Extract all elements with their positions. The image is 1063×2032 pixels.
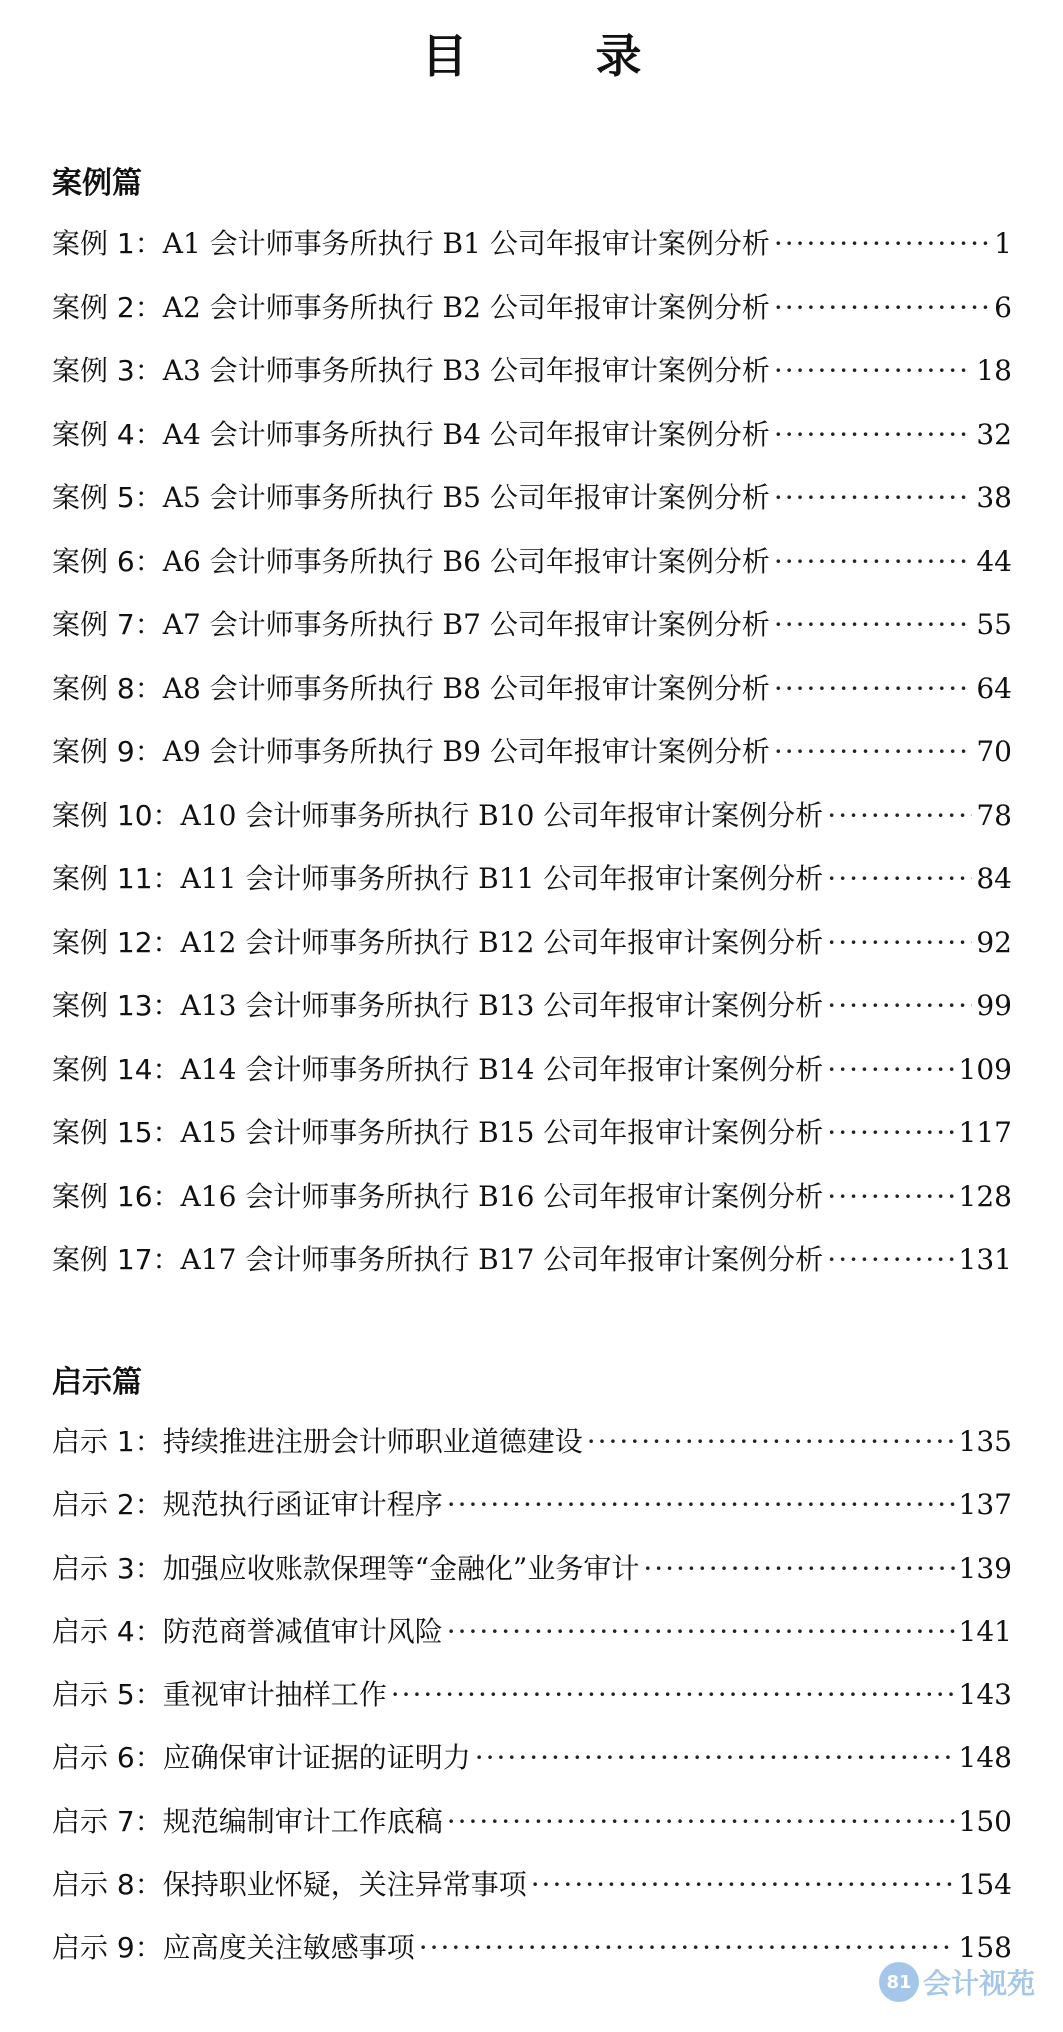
toc-entry-title: 应高度关注敏感事项	[162, 1931, 415, 1965]
watermark-logo	[879, 1962, 1035, 2002]
toc-entry-page: 18	[976, 354, 1012, 387]
toc-entry[interactable]	[52, 1926, 1012, 1989]
toc-entry-page: 117	[958, 1116, 1012, 1149]
toc-entry-title: 防范商誉减值审计风险	[162, 1614, 443, 1648]
toc-entry-page: 84	[976, 862, 1012, 895]
toc-entry-label: 案例 6：	[52, 544, 163, 578]
toc-entry-title: 加强应收账款保理等“金融化”业务审计	[162, 1551, 640, 1585]
toc-entry-title: A3 会计师事务所执行 B3 公司年报审计案例分析	[162, 354, 770, 387]
toc-entry-page: 64	[976, 671, 1012, 705]
toc-entry[interactable]	[52, 921, 1012, 985]
toc-entry[interactable]	[52, 1547, 1012, 1610]
toc-entry-page: 139	[958, 1551, 1012, 1585]
toc-list-insights	[52, 1420, 1012, 1990]
toc-entry-page: 38	[976, 481, 1012, 514]
toc-entry[interactable]	[52, 603, 1012, 667]
toc-entry-title: A14 会计师事务所执行 B14 公司年报审计案例分析	[180, 1052, 824, 1086]
toc-entry-page: 99	[976, 989, 1012, 1022]
toc-entry[interactable]	[52, 1175, 1012, 1239]
toc-entry-page: 44	[976, 544, 1012, 578]
toc-entry-label: 案例 15：	[52, 1116, 181, 1149]
toc-entry-title: A2 会计师事务所执行 B2 公司年报审计案例分析	[162, 290, 770, 324]
leader-dots	[827, 1116, 954, 1149]
toc-entry[interactable]	[52, 667, 1012, 731]
toc-entry-label: 案例 8：	[52, 671, 163, 705]
toc-entry-title: A1 会计师事务所执行 B1 公司年报审计案例分析	[162, 227, 770, 260]
toc-entry-page: 109	[958, 1052, 1012, 1086]
toc-entry-label: 案例 3：	[52, 354, 163, 387]
toc-entry[interactable]	[52, 1736, 1012, 1799]
leader-dots	[827, 799, 972, 832]
toc-entry-label: 案例 7：	[52, 608, 163, 641]
leader-dots	[587, 1425, 955, 1458]
leader-dots	[774, 418, 973, 451]
toc-entry-page: 150	[958, 1804, 1012, 1838]
toc-list-cases	[52, 222, 1012, 1302]
toc-entry[interactable]	[52, 286, 1012, 350]
toc-entry-page: 158	[958, 1931, 1012, 1965]
leader-dots	[827, 1180, 954, 1213]
toc-entry-page: 128	[958, 1179, 1012, 1213]
toc-entry-label: 案例 11：	[52, 862, 181, 895]
toc-entry[interactable]	[52, 984, 1012, 1048]
toc-entry-page: 1	[994, 227, 1012, 260]
toc-entry[interactable]	[52, 857, 1012, 921]
toc-entry-label: 案例 4：	[52, 417, 163, 451]
leader-dots	[531, 1868, 955, 1901]
toc-entry-page: 55	[976, 608, 1012, 641]
leader-dots	[774, 227, 990, 260]
toc-entry[interactable]	[52, 1048, 1012, 1112]
toc-entry[interactable]	[52, 1111, 1012, 1175]
toc-entry-title: A17 会计师事务所执行 B17 公司年报审计案例分析	[180, 1243, 824, 1276]
toc-entry-title: A5 会计师事务所执行 B5 公司年报审计案例分析	[162, 481, 770, 514]
toc-entry[interactable]	[52, 222, 1012, 286]
toc-entry-page: 143	[958, 1678, 1012, 1712]
toc-entry-title: 持续推进注册会计师职业道德建设	[162, 1425, 583, 1458]
leader-dots	[774, 672, 973, 705]
leader-dots	[827, 1053, 954, 1086]
leader-dots	[774, 545, 973, 578]
toc-entry-label: 启示 2：	[52, 1488, 163, 1522]
leader-dots	[827, 862, 972, 895]
toc-entry-page: 148	[958, 1741, 1012, 1775]
toc-entry-label: 启示 8：	[52, 1868, 163, 1902]
toc-entry-title: A12 会计师事务所执行 B12 公司年报审计案例分析	[180, 925, 824, 959]
toc-entry-page: 137	[958, 1488, 1012, 1522]
leader-dots	[447, 1615, 955, 1648]
leader-dots	[419, 1931, 955, 1964]
toc-entry-label: 案例 1：	[52, 227, 163, 260]
toc-entry-label: 案例 12：	[52, 925, 181, 959]
leader-dots	[827, 1243, 954, 1276]
toc-entry-label: 案例 5：	[52, 481, 163, 514]
toc-entry-label: 案例 2：	[52, 290, 163, 324]
leader-dots	[774, 735, 973, 768]
toc-entry-title: A8 会计师事务所执行 B8 公司年报审计案例分析	[162, 671, 770, 705]
toc-entry-label: 启示 3：	[52, 1551, 163, 1585]
toc-entry-page: 92	[976, 925, 1012, 959]
leader-dots	[774, 291, 990, 324]
toc-entry-label: 案例 9：	[52, 735, 163, 768]
toc-entry-label: 启示 1：	[52, 1425, 163, 1458]
toc-entry-title: A9 会计师事务所执行 B9 公司年报审计案例分析	[162, 735, 770, 768]
toc-entry-label: 启示 9：	[52, 1931, 163, 1965]
toc-entry-label: 案例 14：	[52, 1052, 181, 1086]
toc-entry-title: A7 会计师事务所执行 B7 公司年报审计案例分析	[162, 608, 770, 641]
toc-entry-title: 保持职业怀疑，关注异常事项	[162, 1868, 527, 1902]
toc-entry[interactable]	[52, 794, 1012, 858]
toc-entry-label: 启示 7：	[52, 1804, 163, 1838]
toc-entry-page: 32	[976, 417, 1012, 451]
leader-dots	[774, 481, 973, 514]
leader-dots	[827, 926, 972, 959]
toc-entry-title: A4 会计师事务所执行 B4 公司年报审计案例分析	[162, 417, 770, 451]
leader-dots	[774, 354, 973, 387]
toc-entry[interactable]	[52, 1673, 1012, 1736]
toc-entry[interactable]	[52, 349, 1012, 413]
leader-dots	[643, 1552, 954, 1585]
toc-entry-label: 案例 16：	[52, 1179, 181, 1213]
leader-dots	[391, 1678, 955, 1711]
toc-entry[interactable]	[52, 730, 1012, 794]
toc-entry-title: 规范编制审计工作底稿	[162, 1804, 443, 1838]
toc-entry-title: 规范执行函证审计程序	[162, 1488, 443, 1522]
toc-entry[interactable]	[52, 1238, 1012, 1302]
toc-entry[interactable]	[52, 1483, 1012, 1546]
toc-entry[interactable]	[52, 476, 1012, 540]
toc-entry-title: 重视审计抽样工作	[162, 1678, 387, 1712]
toc-entry-title: A13 会计师事务所执行 B13 公司年报审计案例分析	[180, 989, 824, 1022]
toc-entry-page: 78	[976, 798, 1012, 832]
toc-entry-page: 135	[958, 1425, 1012, 1458]
toc-entry-page: 131	[958, 1243, 1012, 1276]
toc-entry[interactable]	[52, 1863, 1012, 1926]
toc-entry-title: 应确保审计证据的证明力	[162, 1741, 471, 1775]
logo-text: 会计视苑	[922, 1967, 1035, 2000]
logo-icon: 81	[879, 1962, 919, 2002]
toc-entry-page: 6	[994, 290, 1012, 324]
page-title: 目 录	[421, 29, 698, 83]
toc-entry-page: 141	[958, 1614, 1012, 1648]
toc-entry-page: 154	[958, 1868, 1012, 1902]
toc-entry-label: 案例 17：	[52, 1243, 181, 1276]
toc-entry-title: A10 会计师事务所执行 B10 公司年报审计案例分析	[180, 798, 824, 832]
toc-entry[interactable]	[52, 540, 1012, 604]
toc-entry-label: 启示 5：	[52, 1678, 163, 1712]
toc-entry-title: A15 会计师事务所执行 B15 公司年报审计案例分析	[180, 1116, 824, 1149]
leader-dots	[475, 1741, 955, 1774]
section-heading-insights: 启示篇	[52, 1365, 142, 1400]
toc-entry-page: 70	[976, 735, 1012, 768]
toc-entry[interactable]	[52, 413, 1012, 477]
section-heading-cases: 案例篇	[52, 166, 142, 201]
toc-entry-title: A16 会计师事务所执行 B16 公司年报审计案例分析	[180, 1179, 824, 1213]
toc-entry-label: 案例 10：	[52, 798, 181, 832]
toc-entry-label: 启示 6：	[52, 1741, 163, 1775]
toc-entry[interactable]	[52, 1420, 1012, 1483]
toc-entry[interactable]	[52, 1610, 1012, 1673]
toc-entry[interactable]	[52, 1800, 1012, 1863]
toc-entry-label: 案例 13：	[52, 989, 181, 1022]
toc-entry-label: 启示 4：	[52, 1614, 163, 1648]
toc-entry-title: A11 会计师事务所执行 B11 公司年报审计案例分析	[180, 862, 824, 895]
toc-entry-title: A6 会计师事务所执行 B6 公司年报审计案例分析	[162, 544, 770, 578]
leader-dots	[827, 989, 972, 1022]
leader-dots	[774, 608, 973, 641]
leader-dots	[447, 1488, 955, 1521]
leader-dots	[447, 1805, 955, 1838]
